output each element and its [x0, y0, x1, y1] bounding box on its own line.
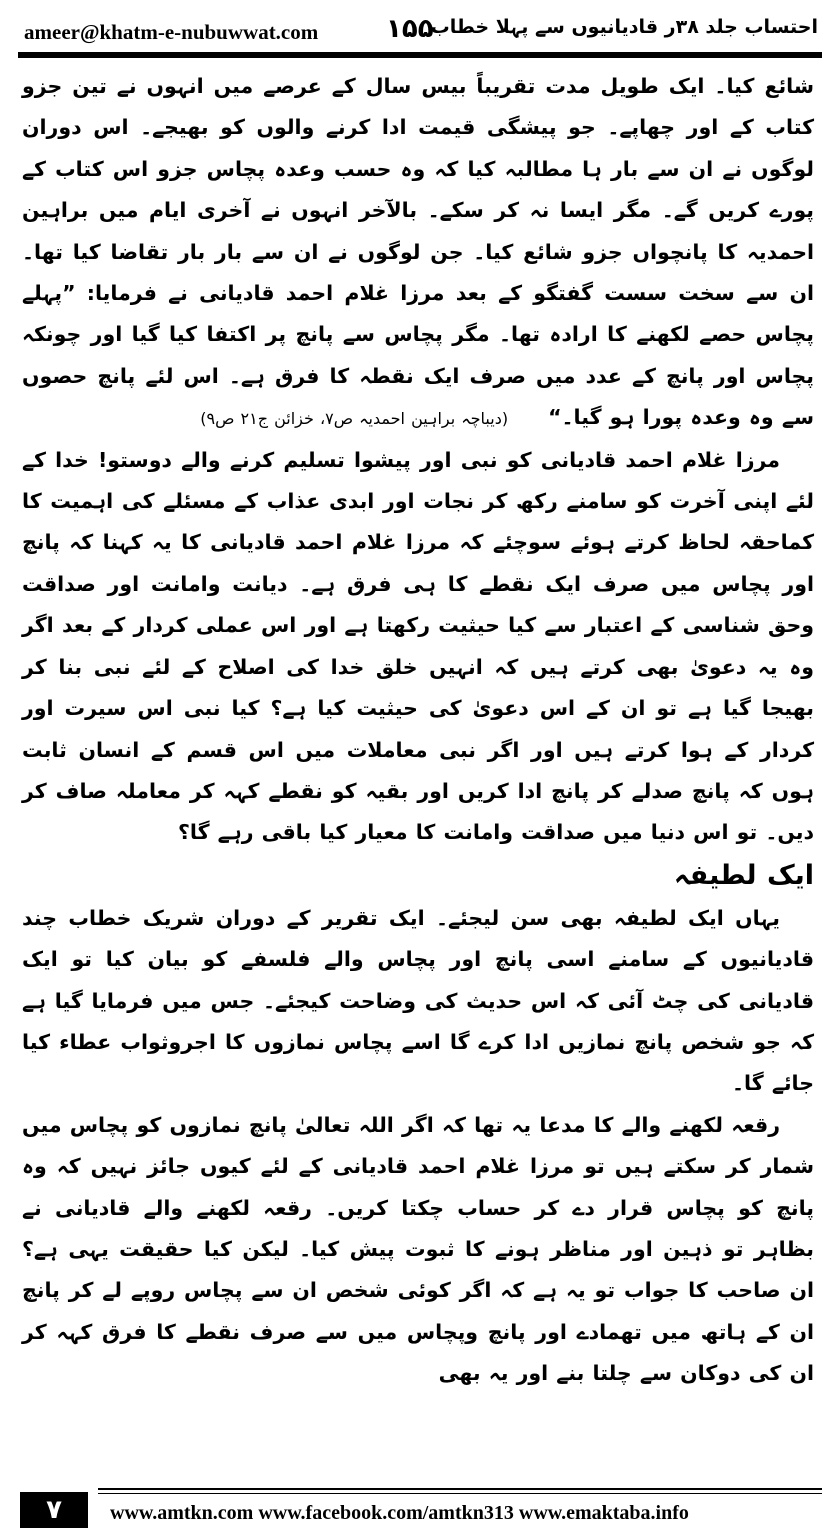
- paragraph-4: رقعہ لکھنے والے کا مدعا یہ تھا کہ اگر اللہ تعالیٰ پانچ نمازوں کو پچاس میں شمار کر سکتے ہیں تو مرزا غلام احمد قادیانی کے لئے کیوں جائز نہیں کہ وہ پانچ کو پچاس قرار دے کر حساب چکتا کریں۔ رقعہ لکھنے والے قادیانی نے بظاہر تو ذہین اور مناظر ہونے کا ثبوت پیش کیا۔ لیکن کیا حقیقت یہی ہے؟ ان صاحب کا جواب تو یہ ہے کہ اگر کوئی شخص ان سے پچاس روپے لے کر پانچ ان کے ہاتھ میں تھمادے اور پانچ وپچاس میں سے صرف نقطے کا فرق کہہ کر ان کی دوکان سے چلتا بنے اور یہ بھی: [22, 1112, 814, 1386]
- footer-links[interactable]: www.amtkn.com www.facebook.com/amtkn313 www.emaktaba.info: [110, 1502, 689, 1524]
- page-content: [22, 66, 814, 1395]
- header-rule: [18, 52, 822, 58]
- header-page-number: ۱۵۵: [386, 14, 434, 44]
- footer-page-index: ۷: [20, 1492, 88, 1528]
- citation: (دیباچہ براہین احمدیہ ص۷، خزائن ج۲۱ ص۹): [200, 409, 509, 429]
- header-email[interactable]: ameer@khatm-e-nubuwwat.com: [24, 20, 319, 44]
- header-title: احتساب جلد ۳۸ر قادیانیوں سے پہلا خطاب: [430, 16, 818, 38]
- paragraph-1-text: شائع کیا۔ ایک طویل مدت تقریباً بیس سال کے عرصے میں انہوں نے تین جزو کتاب کے اور چھاپے۔ جو پیشگی قیمت ادا کرنے والوں کو بھیجے۔ اس دوران لوگوں نے ان سے بار ہا مطالبہ کیا کہ وہ حسب وعدہ پچاس جزو اس کتاب کے پورے کریں گے۔ مگر ایسا نہ کر سکے۔ بالآخر انہوں نے آخری ایام میں براہین احمدیہ کا پانچواں جزو شائع کیا۔ جن لوگوں نے ان سے بار بار تقاضا کیا تھا۔ ان سے سخت سست گفتگو کے بعد مرزا غلام احمد قادیانی نے فرمایا: ”پہلے پچاس حصے لکھنے کا ارادہ تھا۔ مگر پچاس سے پانچ پر اکتفا کیا گیا اور چونکہ پچاس اور پانچ کے عدد میں صرف ایک نقطہ کا فرق ہے۔ اس لئے پانچ حصوں سے وہ وعدہ پورا ہو گیا۔“: [22, 74, 815, 430]
- footer-rule: [98, 1488, 822, 1490]
- paragraph-3: یہاں ایک لطیفہ بھی سن لیجئے۔ ایک تقریر کے دوران شریک خطاب چند قادیانیوں کے سامنے اسی پانچ اور پچاس والے فلسفے کو بیان کیا تو ایک قادیانی کی چٹ آئی کہ اس حدیث کی وضاحت کیجئے۔ جس میں فرمایا گیا ہے کہ جو شخص پانچ نمازیں ادا کرے گا اسے پچاس نمازوں کا اجروثواب عطاء کیا جائے گا۔: [22, 905, 814, 1096]
- page-header: [18, 10, 822, 50]
- section-heading: ایک لطیفہ: [673, 859, 814, 891]
- page-footer: [18, 1488, 822, 1532]
- paragraph-2: مرزا غلام احمد قادیانی کو نبی اور پیشوا تسلیم کرنے والے دوستو! خدا کے لئے اپنی آخرت کو سامنے رکھ کر نجات اور ابدی عذاب کے مسئلے کی اہمیت کا کماحقہ لحاظ کرتے ہوئے سوچئے کہ مرزا غلام احمد قادیانی کا یہ کہنا کہ پانچ اور پچاس میں صرف ایک نقطے کا ہی فرق ہے۔ دیانت وامانت اور صداقت وحق شناسی کے اعتبار سے کیا حیثیت رکھتا ہے اور اس عملی کردار کے بعد اگر وہ یہ دعویٰ بھی کرتے ہیں کہ انہیں خلق خدا کی اصلاح کے لئے نبی بنا کر بھیجا گیا ہے تو ان کے اس دعویٰ کی حیثیت کیا ہے؟ کیا نبی اس سیرت اور کردار کے ہوا کرتے ہیں اور اگر نبی معاملات میں اس قسم کے انسان ثابت ہوں کہ پانچ صدلے کر پانچ ادا کریں اور بقیہ کو نقطے کہہ کر معاملہ صاف کر دیں۔ تو اس دنیا میں صداقت وامانت کا معیار کیا باقی رہے گا؟: [22, 447, 814, 845]
- footer-rule-thin: [98, 1493, 822, 1494]
- paragraph-1: [22, 66, 814, 440]
